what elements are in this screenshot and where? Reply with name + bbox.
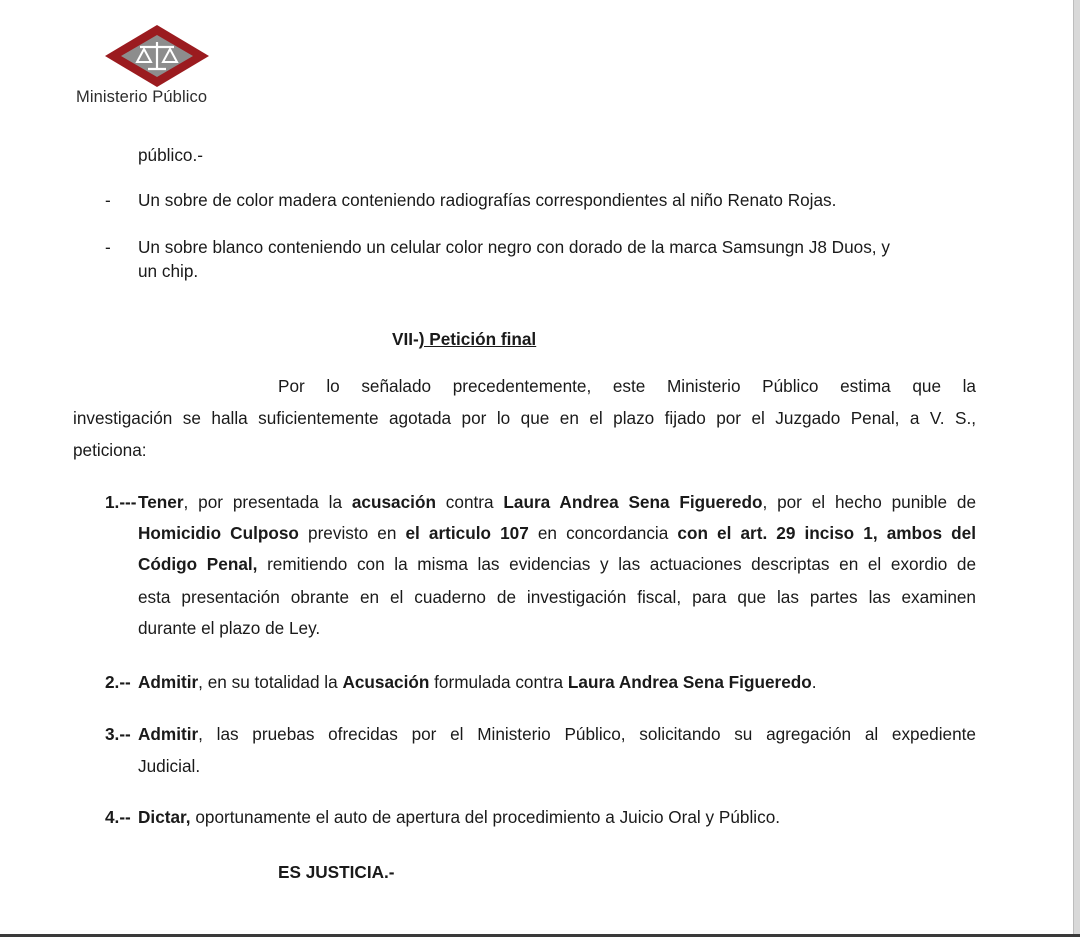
- petition-text: , en su totalidad la: [198, 672, 343, 692]
- petition-line: esta presentación obrante en el cuaderno de investigación fiscal, para que las partes las examinen: [138, 587, 976, 607]
- petition-verb: Admitir: [138, 672, 199, 692]
- petition-number: 1.---: [105, 492, 137, 512]
- petition-verb: Tener: [138, 492, 184, 512]
- petition-text: .: [811, 672, 817, 692]
- intro-line: investigación se halla suficientemente agotada por lo que en el plazo fijado por el Juzgado Penal, a V. S.,: [73, 408, 976, 428]
- continuation-text: público.-: [138, 145, 203, 165]
- offense-name: Homicidio Culposo: [138, 523, 299, 543]
- petition-line: [138, 491, 976, 513]
- code-reference: Código Penal,: [138, 554, 258, 574]
- ministerio-publico-logo: [76, 24, 246, 114]
- scales-of-justice-icon: [104, 24, 210, 88]
- petition-text: previsto en: [298, 523, 406, 543]
- petition-line: [138, 671, 817, 693]
- petition-text: en concordancia: [528, 523, 678, 543]
- petition-text: contra: [435, 492, 504, 512]
- list-item-continuation: un chip.: [138, 261, 199, 281]
- petition-text: , por presentada la: [183, 492, 352, 512]
- petition-bold: acusación: [351, 492, 436, 512]
- section-title: ) Petición final: [418, 329, 537, 349]
- page-edge: [1074, 0, 1080, 937]
- section-prefix: VII-: [392, 329, 419, 349]
- intro-line: peticiona:: [73, 440, 147, 460]
- intro-line: Por lo señalado precedentemente, este Ministerio Público estima que la: [278, 376, 976, 396]
- petition-number: 2.--: [105, 672, 131, 692]
- article-reference: con el art. 29 inciso 1, ambos del: [677, 523, 977, 543]
- petition-line: [138, 522, 976, 544]
- list-item: Un sobre de color madera conteniendo radiografías correspondientes al niño Renato Rojas.: [138, 190, 837, 210]
- petition-verb: Admitir: [138, 724, 199, 744]
- logo-text: Ministerio Público: [76, 88, 208, 106]
- petition-line: durante el plazo de Ley.: [138, 618, 321, 638]
- petition-text: oportunamente el auto de apertura del procedimiento a Juicio Oral y Público.: [190, 807, 781, 827]
- petition-text: , por el hecho punible de: [762, 492, 976, 512]
- defendant-name: Laura Andrea Sena Figueredo: [567, 672, 812, 692]
- petition-text: formulada contra: [429, 672, 568, 692]
- article-reference: el articulo 107: [405, 523, 529, 543]
- petition-number: 3.--: [105, 724, 131, 744]
- petition-verb: Dictar,: [138, 807, 191, 827]
- closing-text: ES JUSTICIA.-: [278, 862, 395, 882]
- petition-line: [138, 553, 976, 575]
- list-bullet: -: [105, 237, 111, 257]
- defendant-name: Laura Andrea Sena Figueredo: [503, 492, 763, 512]
- petition-text: , las pruebas ofrecidas por el Ministerio Público, solicitando su agregación al expediente: [198, 724, 976, 744]
- list-item: Un sobre blanco conteniendo un celular color negro con dorado de la marca Samsungn J8 Duos, y: [138, 237, 890, 257]
- section-heading: [392, 328, 536, 350]
- petition-line: [138, 723, 976, 745]
- petition-text: remitiendo con la misma las evidencias y las actuaciones descriptas en el exordio de: [257, 554, 977, 574]
- petition-line: Judicial.: [138, 756, 201, 776]
- petition-line: [138, 806, 780, 828]
- petition-number: 4.--: [105, 807, 131, 827]
- list-bullet: -: [105, 190, 111, 210]
- petition-bold: Acusación: [342, 672, 430, 692]
